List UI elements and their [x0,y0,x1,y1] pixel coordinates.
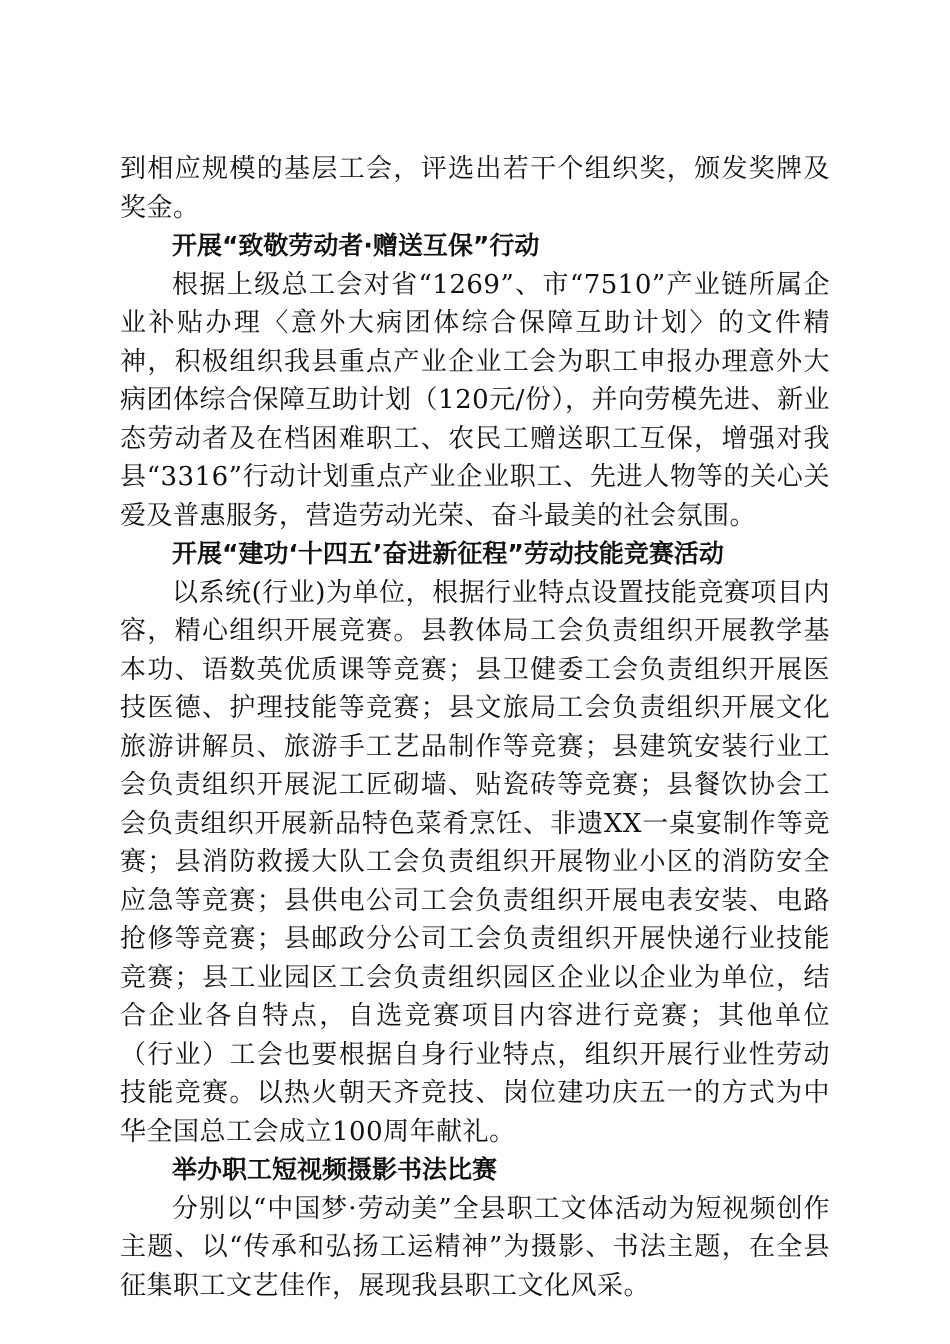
paragraph-continuation: 到相应规模的基层工会，评选出若干个组织奖，颁发奖牌及奖金。 [120,154,830,223]
section-heading-insurance: 开展“致敬劳动者·赠送互保”行动 [172,231,540,260]
paragraph-skills-competition: 以系统(行业)为单位，根据行业特点设置技能竞赛项目内容，精心组织开展竞赛。县教体局工会负责组织开展教学基本功、语数英优质课等竞赛；县卫健委工会负责组织开展医技医德、护理技能等竞赛；县文旅局工会负责组织开展文化旅游讲解员、旅游手工艺品制作等竞赛；县建筑安装行业工会负责组织开展泥工匠砌墙、贴瓷砖等竞赛；县餐饮协会工会负责组织开展新品特色菜肴烹饪、非遗XX一桌宴制作等竞赛；县消防救援大队工会负责组织开展物业小区的消防安全应急等竞赛；县供电公司工会负责组织开展电表安装、电路抢修等竞赛；县邮政分公司工会负责组织开展快递行业技能竞赛；县工业园区工会负责组织园区企业以企业为单位，结合企业各自特点，自选竞赛项目内容进行竞赛；其他单位（行业）工会也要根据自身行业特点，组织开展行业性劳动技能竞赛。以热火朝天齐竞技、岗位建功庆五一的方式为中华全国总工会成立100周年献礼。 [120,577,830,1147]
paragraph-insurance: 根据上级总工会对省“1269”、市“7510”产业链所属企业补贴办理〈意外大病团体综合保障互助计划〉的文件精神，积极组织我县重点产业企业工会为职工申报办理意外大病团体综合保障互助计划（120元/份），并向劳模先进、新业态劳动者及在档困难职工、农民工赠送职工互保，增强对我县“3316”行动计划重点产业企业职工、先进人物等的关心关爱及普惠服务，营造劳动光荣、奋斗最美的社会氛围。 [120,269,830,531]
document-page [120,150,830,1305]
section-heading-video-contest: 举办职工短视频摄影书法比赛 [172,1155,498,1184]
section-heading-skills-competition: 开展“建功‘十四五’奋进新征程”劳动技能竞赛活动 [172,539,724,568]
paragraph-video-contest: 分别以“中国梦·劳动美”全县职工文体活动为短视频创作主题、以“传承和弘扬工运精神”为摄影、书法主题，在全县征集职工文艺佳作，展现我县职工文化风采。 [120,1193,830,1301]
